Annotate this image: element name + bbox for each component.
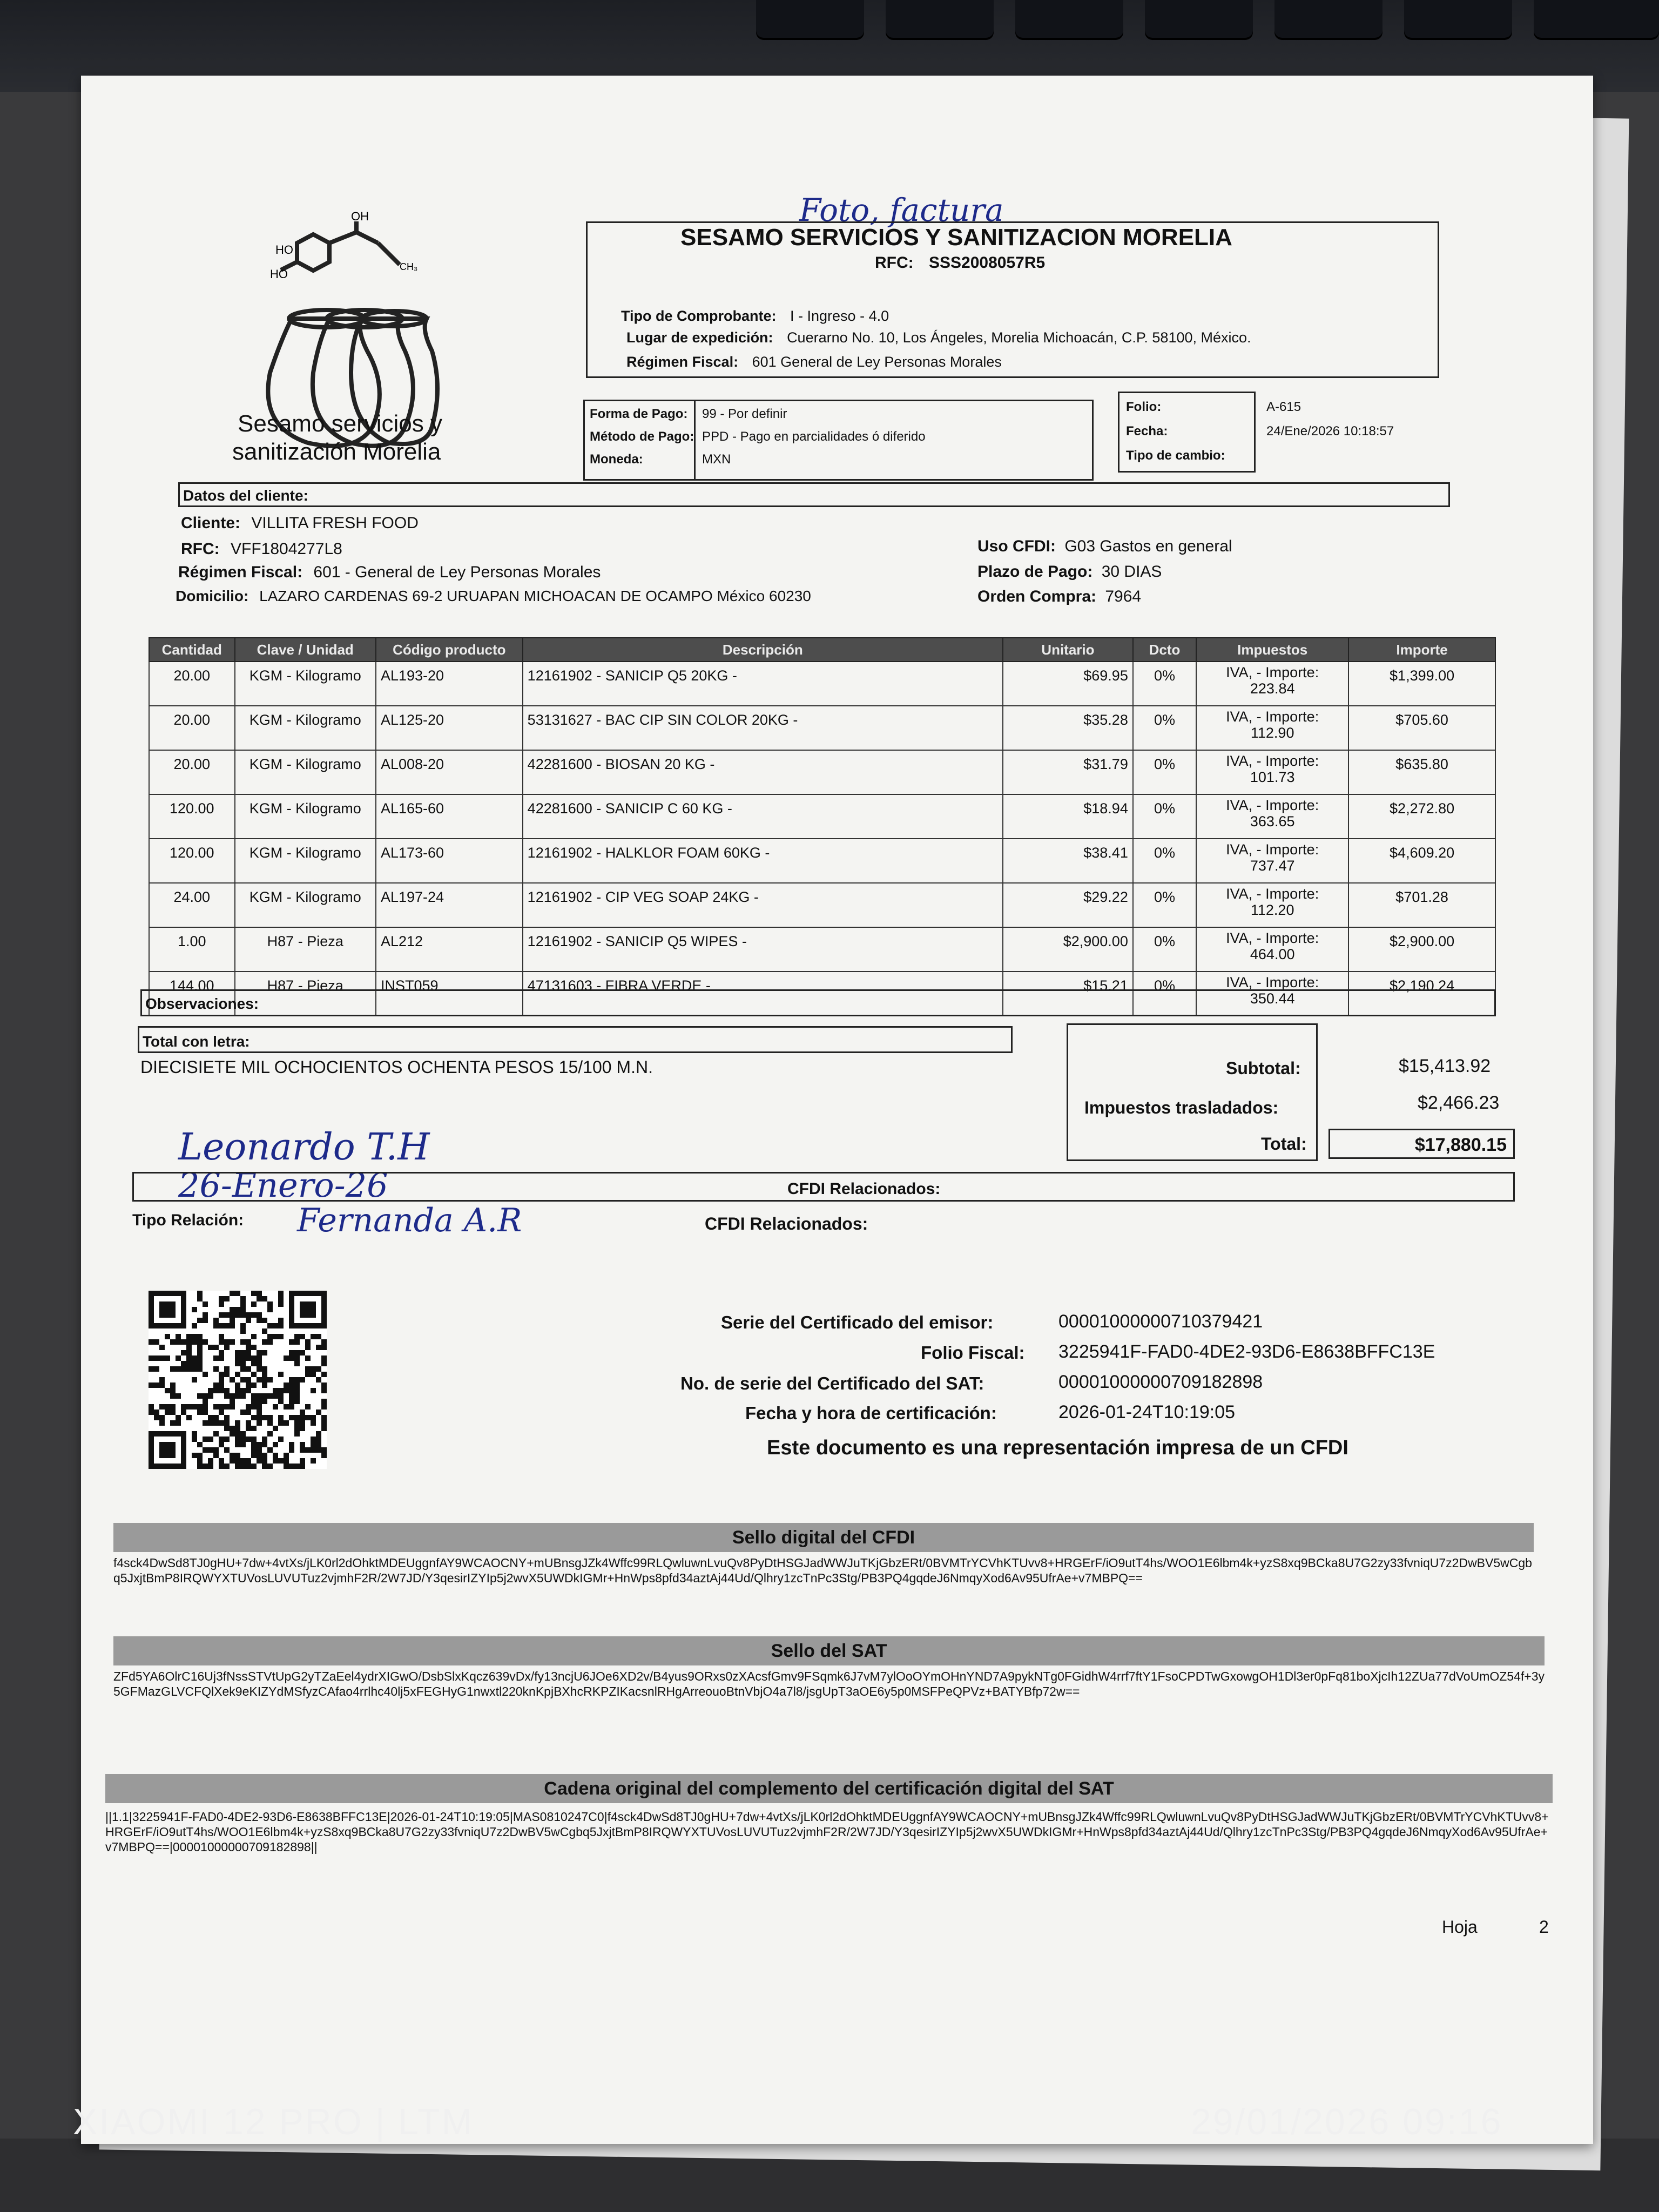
hoja-label: Hoja [1442, 1917, 1478, 1937]
cell-importe: $1,399.00 [1348, 662, 1495, 706]
tipo-relacion-label: Tipo Relación: [132, 1211, 244, 1229]
lugar-label: Lugar de expedición: [626, 329, 773, 346]
tipo-cambio-label: Tipo de cambio: [1126, 448, 1225, 463]
th-cantidad: Cantidad [149, 638, 235, 662]
svg-text:HO: HO [275, 243, 293, 257]
client-section-label: Datos del cliente: [183, 487, 308, 504]
issuer-regimen-label: Régimen Fiscal: [626, 354, 739, 370]
folio-label: Folio: [1126, 400, 1162, 414]
cell-cantidad: 120.00 [149, 839, 235, 883]
table-row [149, 927, 1495, 972]
tax-amount: 464.00 [1250, 946, 1295, 962]
cell-importe: $2,190.24 [1348, 972, 1495, 1016]
th-clave: Clave / Unidad [235, 638, 376, 662]
client-name-label: Cliente: [181, 514, 241, 532]
cadena-text: ||1.1|3225941F-FAD0-4DE2-93D6-E8638BFFC13E|2026-01-24T10:19:05|MAS0810247C0|f4sck4DwSd8TJ0gHU+7dw+4vtXs/jLK0rl2dOhktMDEUggnfAY9WCAOCNY+mUBnsgJZk4Wffc99RLQwluwnLvuQv8PyDtHSGJadWWJuTKjGbzERt/0BVMTrYCVhKTUvv8+HRGErF/iO9utT4hs/WOO1E6lbm4k+yzS8xq9BCka8U7G2zy33fvniqU7z2DwBV5wCgbq5JxjtBmP8IRQWYXTUVosLUVUTuz2vjmhF2R/2W7JD/Y3qesirIZYIp5j2wvX5UWDkIGMr+HnWps8pfd34aztAj44Ud/Qlhry1zcTnPc3Stg/PB3PQ4gqdeJ6NmqyXod6Av95UfrAe+v7MBPQ==|00001000000709182898|| [105, 1810, 1549, 1854]
total-value: $17,880.15 [1414, 1135, 1507, 1155]
plazo-value: 30 DIAS [1101, 563, 1162, 581]
client-uso-cfdi [977, 537, 1232, 556]
sello-sat-text: ZFd5YA6OlrC16Uj3fNssSTVtUpG2yTZaEel4ydrXIGwO/DsbSlxKqcz639vDx/fy13ncjU6JOe6XD2v/B4yus9ORxs0zXAcsfGmv9FSqmk6J7vM7ylOoOYmOHnYND7A9pykNTg0FGidhW4rrf7ftY1FsoCPDTwGxowgOH1Dl3er0pFq81boXjcIh12ZUa77dVoUmOZ54f+3y5GFMazGLVCFQlXek9eKIZYdMSfyzCAfao4rrlhc40lj5xFEGHyG1nwxtl220knKpjBXhcRKPZIKacsnlRHgArreouoBtnVbjO4a7l8/jsgUpT3aOE6y5p0MSFPeQPVz+BATYBfp72w== [113, 1669, 1545, 1698]
client-regimen-label: Régimen Fiscal: [178, 563, 303, 581]
total-letra-value: DIECISIETE MIL OCHOCIENTOS OCHENTA PESOS 15/100 M.N. [140, 1057, 653, 1077]
cell-clave-unidad: KGM - Kilogramo [235, 839, 376, 883]
cfdi-representation: Este documento es una representación impresa de un CFDI [767, 1437, 1348, 1459]
cell-descripcion: 42281600 - BIOSAN 20 KG - [523, 750, 1003, 794]
th-unitario: Unitario [1003, 638, 1133, 662]
cell-dcto: 0% [1133, 794, 1196, 839]
table-row [149, 706, 1495, 750]
svg-text:HO: HO [270, 267, 288, 281]
th-descripcion: Descripción [523, 638, 1003, 662]
cfdi-relacionados-label: CFDI Relacionados: [787, 1180, 941, 1198]
folio-fiscal-label: Folio Fiscal: [921, 1343, 1025, 1363]
cell-clave-unidad: KGM - Kilogramo [235, 662, 376, 706]
cell-importe: $705.60 [1348, 706, 1495, 750]
logo-text-line2: sanitización Morelia [232, 439, 441, 465]
cell-descripcion: 12161902 - CIP VEG SOAP 24KG - [523, 883, 1003, 927]
tax-label: IVA, - Importe: [1226, 664, 1319, 680]
th-importe: Importe [1348, 638, 1495, 662]
orden-label: Orden Compra: [977, 588, 1097, 605]
client-name [181, 514, 419, 532]
table-row [149, 750, 1495, 794]
cell-cantidad: 144.00 [149, 972, 235, 1016]
cell-clave-unidad: KGM - Kilogramo [235, 883, 376, 927]
fecha-cert-value: 2026-01-24T10:19:05 [1058, 1402, 1236, 1422]
sello-sat-header: Sello del SAT [113, 1636, 1545, 1665]
forma-label: Forma de Pago: [590, 407, 688, 421]
cell-dcto: 0% [1133, 750, 1196, 794]
th-dcto: Dcto [1133, 638, 1196, 662]
line-items-table [149, 637, 1496, 1016]
cell-descripcion: 42281600 - SANICIP C 60 KG - [523, 794, 1003, 839]
client-section-header [178, 482, 1450, 507]
camera-timestamp-watermark: 29/01/2026 09:16 [1191, 2101, 1503, 2142]
total-label: Total: [1261, 1134, 1307, 1154]
client-name-value: VILLITA FRESH FOOD [251, 514, 419, 532]
tax-amount: 737.47 [1250, 858, 1295, 874]
serie-emisor-value: 00001000000710379421 [1058, 1311, 1263, 1332]
cfdi-relacionados-box [132, 1172, 1515, 1202]
cell-impuestos [1196, 794, 1348, 839]
issuer-regimen [626, 354, 1002, 370]
cell-dcto: 0% [1133, 883, 1196, 927]
cell-impuestos [1196, 662, 1348, 706]
cell-descripcion: 12161902 - SANICIP Q5 20KG - [523, 662, 1003, 706]
folio-value: A-615 [1266, 400, 1301, 414]
orden-value: 7964 [1105, 588, 1142, 605]
metodo-label: Método de Pago: [590, 429, 694, 444]
cell-descripcion: 53131627 - BAC CIP SIN COLOR 20KG - [523, 706, 1003, 750]
sello-cfdi-header: Sello digital del CFDI [113, 1523, 1534, 1552]
tax-amount: 350.44 [1250, 990, 1295, 1007]
forma-value: 99 - Por definir [702, 407, 787, 421]
total-letra-label: Total con letra: [143, 1033, 250, 1050]
camera-brand-watermark: XIAOMI 12 PRO | LTM [73, 2101, 474, 2142]
serie-sat-value: 00001000000709182898 [1058, 1372, 1263, 1392]
th-impuestos: Impuestos [1196, 638, 1348, 662]
uso-cfdi-label: Uso CFDI: [977, 537, 1056, 555]
impuestos-value: $2,466.23 [1418, 1092, 1500, 1113]
cell-dcto: 0% [1133, 972, 1196, 1016]
cell-cantidad: 120.00 [149, 794, 235, 839]
plazo-label: Plazo de Pago: [977, 563, 1093, 581]
cfdi-relacionados-label-2: CFDI Relacionados: [705, 1214, 868, 1233]
client-orden [977, 588, 1141, 606]
svg-text:OH: OH [351, 211, 369, 223]
cell-unitario: $31.79 [1003, 750, 1133, 794]
tax-amount: 112.90 [1250, 725, 1294, 741]
issuer-comprobante [621, 308, 889, 325]
tax-amount: 101.73 [1250, 769, 1295, 785]
handwritten-name-2: Fernanda A.R [297, 1202, 522, 1239]
table-row [149, 794, 1495, 839]
cell-importe: $2,900.00 [1348, 927, 1495, 972]
payment-box-divider [694, 400, 696, 481]
comprobante-value: I - Ingreso - 4.0 [790, 308, 889, 324]
client-domicilio-value: LAZARO CARDENAS 69-2 URUAPAN MICHOACAN DE OCAMPO México 60230 [259, 588, 811, 604]
cell-importe: $701.28 [1348, 883, 1495, 927]
cell-unitario: $15.21 [1003, 972, 1133, 1016]
tax-label: IVA, - Importe: [1226, 797, 1319, 813]
cell-dcto: 0% [1133, 927, 1196, 972]
cell-impuestos [1196, 750, 1348, 794]
subtotal-label: Subtotal: [1226, 1058, 1301, 1078]
total-letra-box [138, 1026, 1013, 1053]
client-domicilio [176, 588, 811, 605]
logo-text-line1: Sesamo servicios y [238, 410, 443, 437]
cell-unitario: $18.94 [1003, 794, 1133, 839]
subtotal-value: $15,413.92 [1399, 1056, 1491, 1076]
cell-cantidad: 20.00 [149, 662, 235, 706]
tax-amount: 363.65 [1250, 813, 1295, 830]
cell-unitario: $69.95 [1003, 662, 1133, 706]
cell-impuestos [1196, 706, 1348, 750]
cell-dcto: 0% [1133, 839, 1196, 883]
moneda-label: Moneda: [590, 452, 643, 467]
svg-text:CH₃: CH₃ [400, 261, 418, 272]
client-rfc [181, 540, 342, 558]
cell-cantidad: 1.00 [149, 927, 235, 972]
cell-unitario: $38.41 [1003, 839, 1133, 883]
tax-label: IVA, - Importe: [1226, 841, 1319, 858]
cell-clave-unidad: H87 - Pieza [235, 972, 376, 1016]
cell-codigo: AL125-20 [376, 706, 523, 750]
issuer-name: SESAMO SERVICIOS Y SANITIZACION MORELIA [680, 224, 1232, 251]
tax-label: IVA, - Importe: [1226, 974, 1319, 990]
issuer-rfc [875, 254, 1045, 272]
th-codigo: Código producto [376, 638, 523, 662]
cell-impuestos [1196, 839, 1348, 883]
table-row [149, 839, 1495, 883]
cell-codigo: AL008-20 [376, 750, 523, 794]
tax-label: IVA, - Importe: [1226, 709, 1319, 725]
uso-cfdi-value: G03 Gastos en general [1064, 537, 1232, 555]
handwritten-name: Leonardo T.H [178, 1126, 430, 1169]
cell-clave-unidad: KGM - Kilogramo [235, 750, 376, 794]
cell-impuestos [1196, 883, 1348, 927]
fecha-cert-label: Fecha y hora de certificación: [745, 1403, 997, 1423]
handwritten-date: 26-Enero-26 [178, 1165, 388, 1205]
lugar-value: Cuerarno No. 10, Los Ángeles, Morelia Michoacán, C.P. 58100, México. [787, 329, 1251, 346]
client-rfc-value: VFF1804277L8 [231, 540, 342, 558]
folio-fiscal-value: 3225941F-FAD0-4DE2-93D6-E8638BFFC13E [1058, 1341, 1435, 1362]
impuestos-label: Impuestos trasladados: [1084, 1098, 1279, 1117]
cell-importe: $4,609.20 [1348, 839, 1495, 883]
tax-amount: 112.20 [1250, 902, 1294, 918]
sello-cfdi-text: f4sck4DwSd8TJ0gHU+7dw+4vtXs/jLK0rl2dOhktMDEUggnfAY9WCAOCNY+mUBnsgJZk4Wffc99RLQwluwnLvuQv8PyDtHSGJadWWJuTKjGbzERt/0BVMTrYCVhKTUvv8+HRGErF/iO9utT4hs/WOO1E6lbm4k+yzS8xq9BCka8U7G2zy33fvniqU7z2DwBV5wCgbq5JxjtBmP8IRQWYXTUVosLUVUTuz2vjmhF2R/2W7JD/Y3qesirIZYIp5j2wvX5UWDkIGMr+HnWps8pfd34aztAj44Ud/Qlhry1zcTnPc3Stg/PB3PQ4gqdeJ6NmqyXod6Av95UfrAe+v7MBPQ== [113, 1556, 1532, 1585]
issuer-rfc-label: RFC: [875, 254, 914, 272]
cell-descripcion: 47131603 - FIBRA VERDE - [523, 972, 1003, 1016]
cell-codigo: AL197-24 [376, 883, 523, 927]
client-plazo [977, 563, 1162, 581]
tax-label: IVA, - Importe: [1226, 930, 1319, 946]
total-value-box [1328, 1129, 1515, 1159]
hoja-number: 2 [1539, 1917, 1549, 1937]
cell-dcto: 0% [1133, 706, 1196, 750]
cell-impuestos [1196, 927, 1348, 972]
serie-sat-label: No. de serie del Certificado del SAT: [680, 1373, 984, 1393]
qr-code [149, 1291, 327, 1469]
tax-label: IVA, - Importe: [1226, 886, 1319, 902]
qr-code-icon [149, 1291, 327, 1469]
cell-codigo: INST059 [376, 972, 523, 1016]
cell-importe: $635.80 [1348, 750, 1495, 794]
issuer-lugar [626, 329, 1251, 346]
cell-clave-unidad: KGM - Kilogramo [235, 794, 376, 839]
cell-unitario: $29.22 [1003, 883, 1133, 927]
invoice-page [81, 76, 1593, 2144]
table-row [149, 662, 1495, 706]
tax-amount: 223.84 [1250, 680, 1295, 697]
cell-dcto: 0% [1133, 662, 1196, 706]
tax-label: IVA, - Importe: [1226, 753, 1319, 769]
cell-unitario: $2,900.00 [1003, 927, 1133, 972]
table-header-row [149, 638, 1495, 662]
serie-emisor-label: Serie del Certificado del emisor: [721, 1312, 994, 1332]
cell-codigo: AL212 [376, 927, 523, 972]
issuer-rfc-value: SSS2008057R5 [929, 254, 1046, 272]
cadena-header: Cadena original del complemento del certificación digital del SAT [105, 1774, 1553, 1803]
cell-cantidad: 20.00 [149, 750, 235, 794]
table-row [149, 883, 1495, 927]
cell-clave-unidad: H87 - Pieza [235, 927, 376, 972]
cell-codigo: AL193-20 [376, 662, 523, 706]
cell-clave-unidad: KGM - Kilogramo [235, 706, 376, 750]
client-regimen [178, 563, 601, 582]
moneda-value: MXN [702, 452, 731, 467]
cell-descripcion: 12161902 - SANICIP Q5 WIPES - [523, 927, 1003, 972]
metodo-value: PPD - Pago en parcialidades ó diferido [702, 429, 926, 444]
issuer-regimen-value: 601 General de Ley Personas Morales [752, 354, 1002, 370]
handwritten-note: Foto, factura [799, 192, 1004, 228]
observaciones-box [140, 989, 1496, 1016]
fecha-value: 24/Ene/2026 10:18:57 [1266, 424, 1394, 439]
fecha-label: Fecha: [1126, 424, 1168, 439]
cell-cantidad: 20.00 [149, 706, 235, 750]
cell-codigo: AL165-60 [376, 794, 523, 839]
cell-descripcion: 12161902 - HALKLOR FOAM 60KG - [523, 839, 1003, 883]
client-regimen-value: 601 - General de Ley Personas Morales [313, 563, 601, 581]
client-rfc-label: RFC: [181, 540, 220, 558]
table-body [149, 662, 1495, 1016]
comprobante-label: Tipo de Comprobante: [621, 308, 777, 324]
cell-importe: $2,272.80 [1348, 794, 1495, 839]
cell-unitario: $35.28 [1003, 706, 1133, 750]
client-domicilio-label: Domicilio: [176, 588, 249, 604]
cell-cantidad: 24.00 [149, 883, 235, 927]
cell-codigo: AL173-60 [376, 839, 523, 883]
observaciones-label: Observaciones: [145, 995, 259, 1012]
